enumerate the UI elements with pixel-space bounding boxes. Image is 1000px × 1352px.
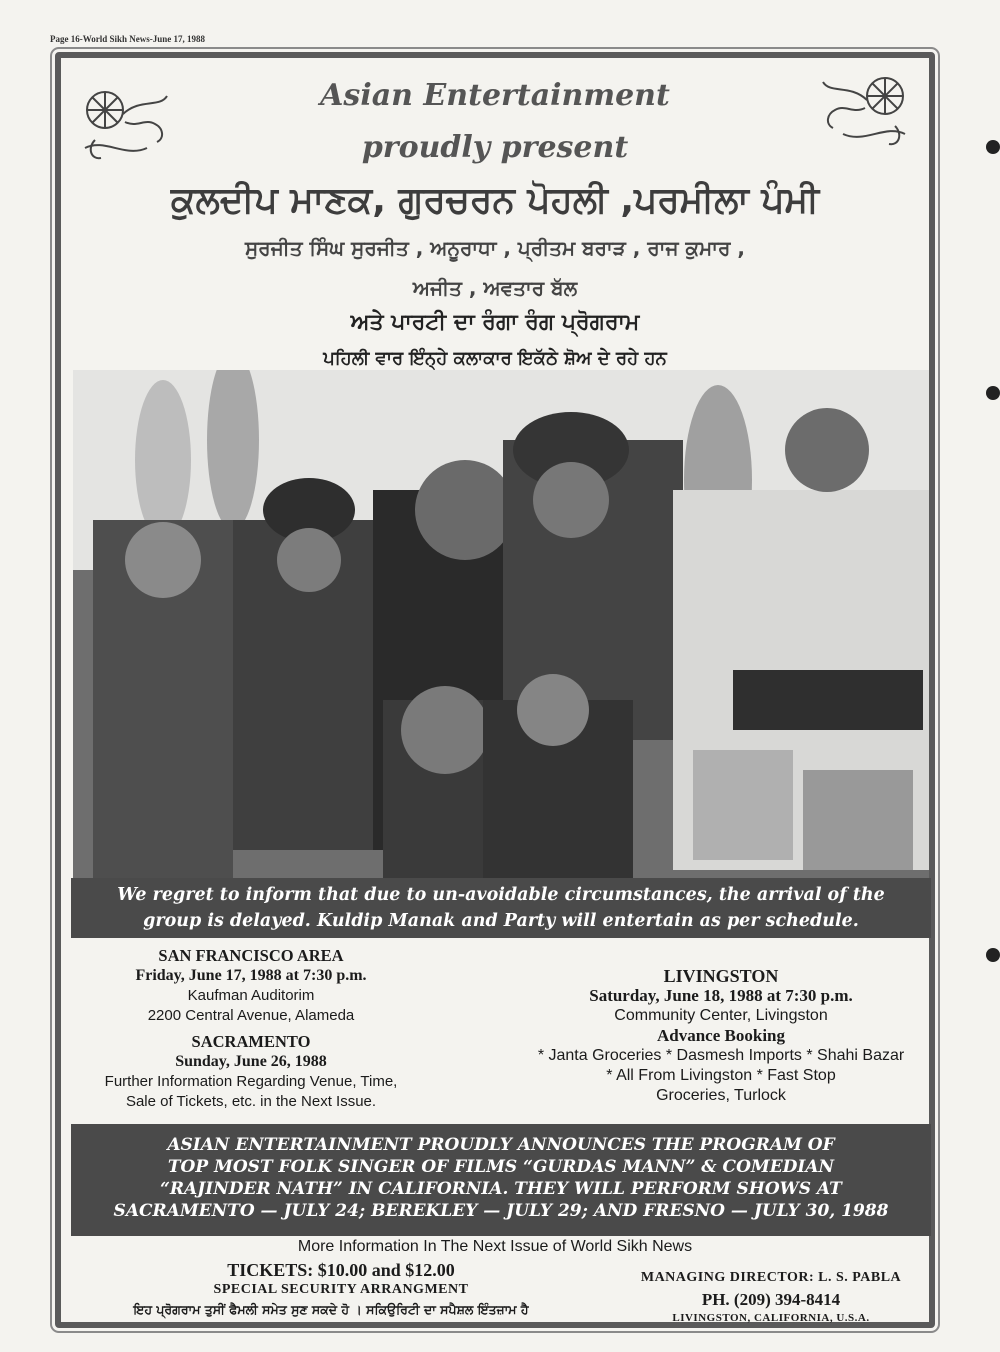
binder-hole: [986, 140, 1000, 154]
notice-line-1: We regret to inform that due to un-avoidable circumstances, the arrival of the: [117, 885, 885, 905]
announcement-line: SACRAMENTO — JULY 24; BEREKLEY — JULY 29; AND FRESNO — JULY 30, 1988: [113, 1201, 889, 1221]
binder-hole: [986, 948, 1000, 962]
gurdas-mann-announcement: [71, 1124, 931, 1236]
managing-director: MANAGING DIRECTOR: L. S. PABLA: [640, 1270, 902, 1285]
booking-outlets-line: * All From Livingston * Fast Stop: [606, 1067, 836, 1084]
phone-number: PH. (209) 394-8414: [701, 1290, 841, 1309]
venue-date: Friday, June 17, 1988 at 7:30 p.m.: [135, 967, 367, 984]
venue-place: Kaufman Auditorim: [187, 987, 315, 1004]
booking-outlets-line: * Janta Groceries * Dasmesh Imports * Shahi Bazar: [537, 1047, 905, 1064]
ticket-prices: TICKETS: $10.00 and $12.00: [227, 1260, 455, 1280]
venue-area: SAN FRANCISCO AREA: [158, 946, 344, 965]
venue-address: 2200 Central Avenue, Alameda: [147, 1007, 355, 1024]
venue-info-line: Sale of Tickets, etc. in the Next Issue.: [125, 1093, 377, 1110]
advertisement-frame: [55, 52, 935, 1328]
advance-booking-heading: Advance Booking: [657, 1026, 785, 1045]
venue-area: LIVINGSTON: [663, 966, 779, 986]
venue-san-francisco: [101, 946, 401, 1026]
venue-livingston: [501, 966, 941, 1106]
security-note: SPECIAL SECURITY ARRANGMENT: [213, 1282, 469, 1297]
notice-line-2: group is delayed. Kuldip Manak and Party will entertain as per schedule.: [143, 911, 859, 931]
artists-line-1-punjabi: ਸੁਰਜੀਤ ਸਿੰਘ ਸੁਰਜੀਤ , ਅਨੂਰਾਧਾ , ਪ੍ਰੀਤਮ ਬਰਾੜ , ਰਾਜ ਕੁਮਾਰ ,: [244, 236, 745, 260]
performers-photo-collage: [73, 370, 929, 878]
page-header: Page 16-World Sikh News-June 17, 1988: [50, 34, 206, 44]
announcement-line: TOP MOST FOLK SINGER OF FILMS “GURDAS MANN” & COMEDIAN: [167, 1157, 835, 1177]
delay-notice: [71, 878, 931, 938]
venue-info-line: Further Information Regarding Venue, Time,: [104, 1073, 398, 1090]
binder-hole: [986, 386, 1000, 400]
presenter-title: Asian Entertainment: [320, 78, 670, 113]
venue-date: Sunday, June 26, 1988: [175, 1053, 327, 1070]
more-info-text: More Information In The Next Issue of World Sikh News: [297, 1238, 693, 1255]
presenter-subtitle: proudly present: [361, 130, 629, 165]
venue-area: SACRAMENTO: [191, 1032, 311, 1051]
first-time-punjabi: ਪਹਿਲੀ ਵਾਰ ਇੰਨ੍ਹੇ ਕਲਾਕਾਰ ਇਕੱਠੇ ਸ਼ੋਅ ਦੇ ਰਹੇ ਹਨ: [323, 348, 667, 369]
family-note-punjabi: ਇਹ ਪ੍ਰੋਗਰਾਮ ਤੁਸੀਂ ਫੈਮਲੀ ਸਮੇਤ ਸੁਣ ਸਕਦੇ ਹੋ । ਸਕਿਉਰਿਟੀ ਦਾ ਸਪੈਸ਼ਲ ਇੰਤਜ਼ਾਮ ਹੈ: [133, 1302, 529, 1317]
venue-place: Community Center, Livingston: [614, 1007, 828, 1024]
headliners-punjabi: ਕੁਲਦੀਪ ਮਾਣਕ, ਗੁਰਚਰਨ ਪੋਹਲੀ ,ਪਰਮੀਲਾ ਪੰਮੀ: [170, 180, 820, 221]
announcement-line: “RAJINDER NATH” IN CALIFORNIA. THEY WILL PERFORM SHOWS AT: [160, 1179, 842, 1199]
artists-line-2-punjabi: ਅਜੀਤ , ਅਵਤਾਰ ਬੱਲ: [412, 276, 578, 300]
program-punjabi: ਅਤੇ ਪਾਰਟੀ ਦਾ ਰੰਗਾ ਰੰਗ ਪ੍ਰੋਗਰਾਮ: [350, 310, 640, 335]
booking-outlets-line: Groceries, Turlock: [656, 1087, 786, 1104]
city-location: LIVINGSTON, CALIFORNIA, U.S.A.: [672, 1312, 870, 1324]
venue-sacramento: [81, 1032, 421, 1112]
announcement-line: ASIAN ENTERTAINMENT PROUDLY ANNOUNCES THE PROGRAM OF: [167, 1135, 835, 1155]
venue-date: Saturday, June 18, 1988 at 7:30 p.m.: [589, 986, 853, 1005]
